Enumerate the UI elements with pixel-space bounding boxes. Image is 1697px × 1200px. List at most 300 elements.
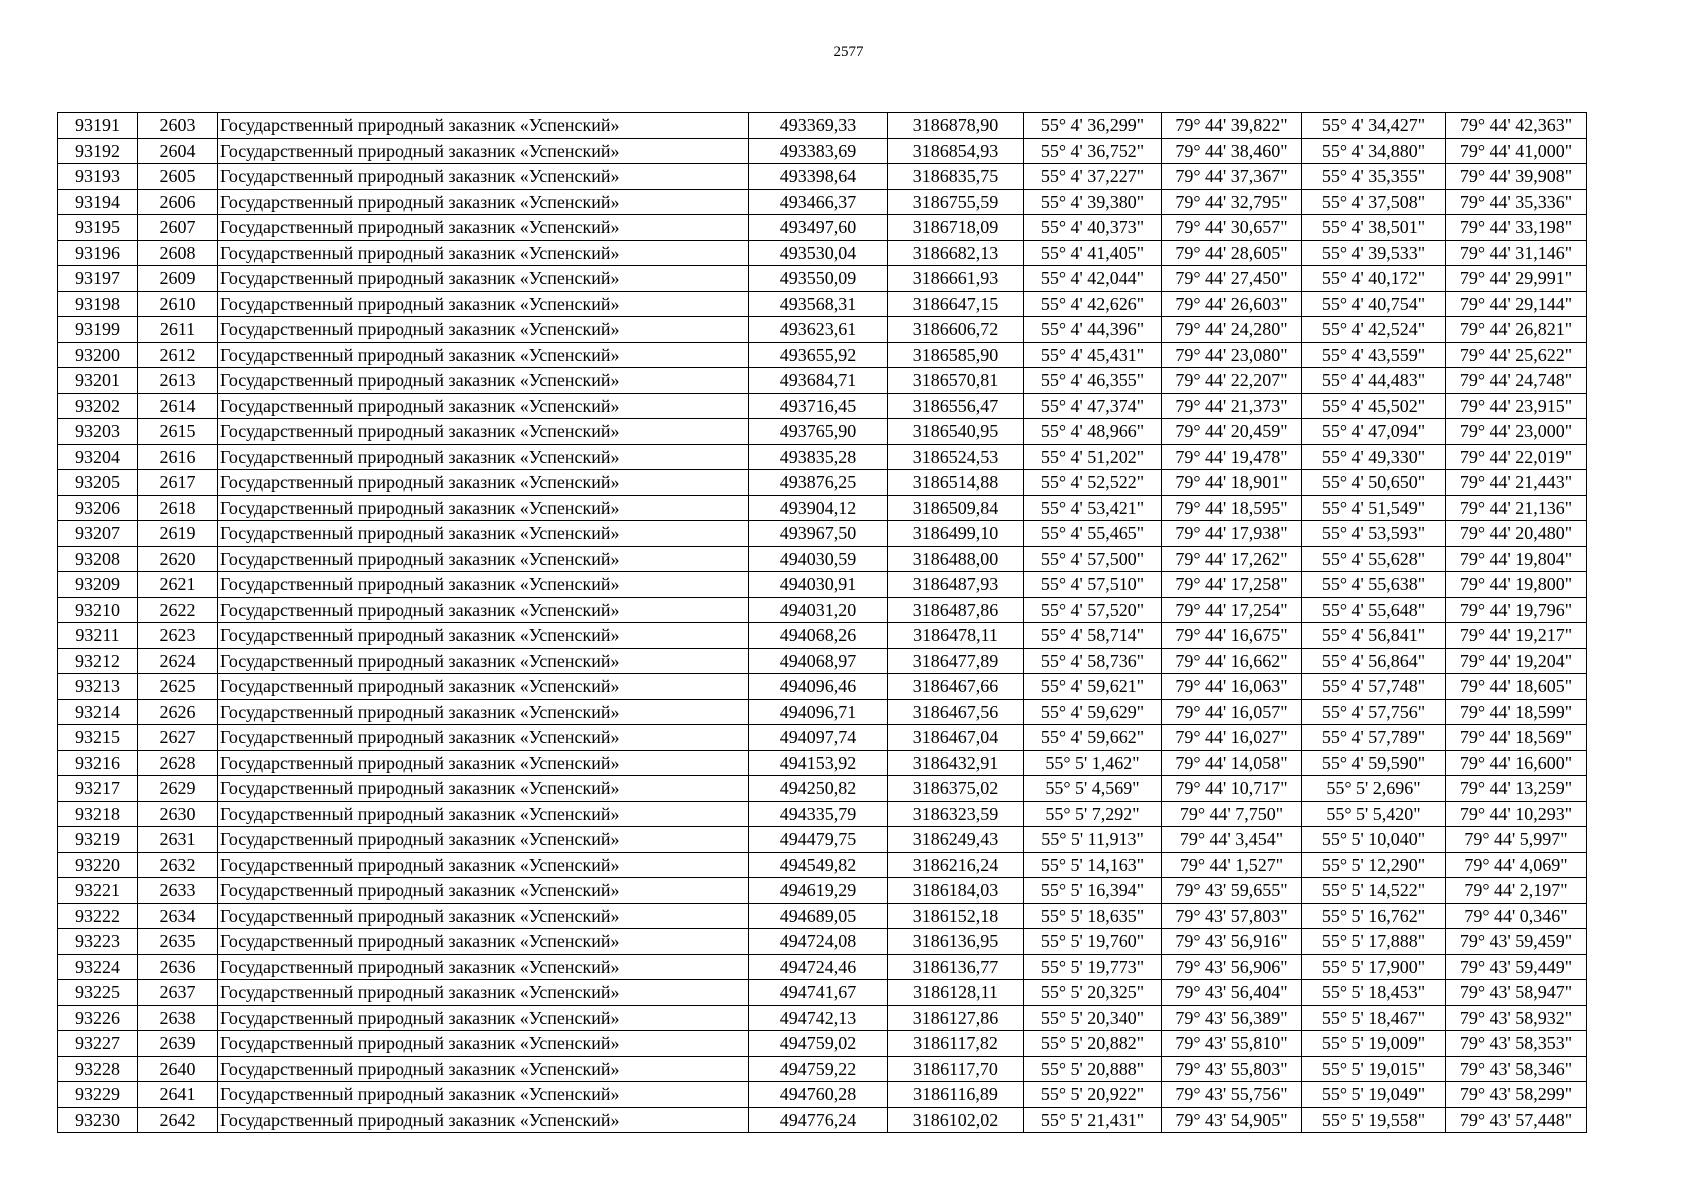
row-id-cell: 93194 [58, 189, 138, 215]
x-coordinate-cell: 493655,92 [749, 342, 888, 368]
y-coordinate-cell: 3186556,47 [888, 393, 1024, 419]
longitude-1-cell: 79° 43' 56,906" [1162, 954, 1302, 980]
latitude-1-cell: 55° 4' 58,714" [1024, 623, 1162, 649]
table-row [58, 878, 1587, 904]
point-number-cell: 2608 [138, 240, 218, 266]
y-coordinate-cell: 3186249,43 [888, 827, 1024, 853]
latitude-1-cell: 55° 4' 59,662" [1024, 725, 1162, 751]
longitude-1-cell: 79° 44' 27,450" [1162, 266, 1302, 292]
latitude-2-cell: 55° 4' 57,756" [1302, 699, 1446, 725]
object-name-cell: Государственный природный заказник «Успенский» [218, 266, 749, 292]
object-name-cell: Государственный природный заказник «Успенский» [218, 444, 749, 470]
y-coordinate-cell: 3186509,84 [888, 495, 1024, 521]
x-coordinate-cell: 494689,05 [749, 903, 888, 929]
latitude-2-cell: 55° 4' 55,628" [1302, 546, 1446, 572]
table-row [58, 801, 1587, 827]
x-coordinate-cell: 494759,22 [749, 1056, 888, 1082]
y-coordinate-cell: 3186467,66 [888, 674, 1024, 700]
y-coordinate-cell: 3186116,89 [888, 1082, 1024, 1108]
longitude-2-cell: 79° 44' 23,000" [1446, 419, 1587, 445]
x-coordinate-cell: 493530,04 [749, 240, 888, 266]
latitude-1-cell: 55° 5' 20,888" [1024, 1056, 1162, 1082]
x-coordinate-cell: 494250,82 [749, 776, 888, 802]
point-number-cell: 2641 [138, 1082, 218, 1108]
longitude-1-cell: 79° 43' 55,756" [1162, 1082, 1302, 1108]
row-id-cell: 93195 [58, 215, 138, 241]
latitude-1-cell: 55° 5' 14,163" [1024, 852, 1162, 878]
point-number-cell: 2631 [138, 827, 218, 853]
longitude-2-cell: 79° 44' 0,346" [1446, 903, 1587, 929]
latitude-2-cell: 55° 5' 12,290" [1302, 852, 1446, 878]
latitude-2-cell: 55° 5' 2,696" [1302, 776, 1446, 802]
row-id-cell: 93211 [58, 623, 138, 649]
longitude-2-cell: 79° 43' 58,932" [1446, 1005, 1587, 1031]
latitude-2-cell: 55° 4' 37,508" [1302, 189, 1446, 215]
latitude-2-cell: 55° 5' 19,049" [1302, 1082, 1446, 1108]
object-name-cell: Государственный природный заказник «Успенский» [218, 240, 749, 266]
longitude-2-cell: 79° 44' 23,915" [1446, 393, 1587, 419]
table-row [58, 291, 1587, 317]
row-id-cell: 93192 [58, 138, 138, 164]
object-name-cell: Государственный природный заказник «Успенский» [218, 215, 749, 241]
latitude-2-cell: 55° 5' 18,467" [1302, 1005, 1446, 1031]
y-coordinate-cell: 3186478,11 [888, 623, 1024, 649]
longitude-2-cell: 79° 44' 18,569" [1446, 725, 1587, 751]
longitude-1-cell: 79° 44' 26,603" [1162, 291, 1302, 317]
longitude-2-cell: 79° 44' 21,443" [1446, 470, 1587, 496]
y-coordinate-cell: 3186514,88 [888, 470, 1024, 496]
latitude-2-cell: 55° 4' 55,638" [1302, 572, 1446, 598]
row-id-cell: 93226 [58, 1005, 138, 1031]
latitude-1-cell: 55° 4' 55,465" [1024, 521, 1162, 547]
longitude-1-cell: 79° 43' 56,404" [1162, 980, 1302, 1006]
table-row [58, 546, 1587, 572]
y-coordinate-cell: 3186499,10 [888, 521, 1024, 547]
object-name-cell: Государственный природный заказник «Успенский» [218, 852, 749, 878]
y-coordinate-cell: 3186323,59 [888, 801, 1024, 827]
object-name-cell: Государственный природный заказник «Успенский» [218, 164, 749, 190]
row-id-cell: 93214 [58, 699, 138, 725]
point-number-cell: 2640 [138, 1056, 218, 1082]
object-name-cell: Государственный природный заказник «Успенский» [218, 393, 749, 419]
latitude-1-cell: 55° 4' 46,355" [1024, 368, 1162, 394]
latitude-2-cell: 55° 4' 56,841" [1302, 623, 1446, 649]
longitude-2-cell: 79° 44' 16,600" [1446, 750, 1587, 776]
x-coordinate-cell: 494724,08 [749, 929, 888, 955]
x-coordinate-cell: 494097,74 [749, 725, 888, 751]
latitude-2-cell: 55° 4' 35,355" [1302, 164, 1446, 190]
latitude-2-cell: 55° 4' 39,533" [1302, 240, 1446, 266]
latitude-1-cell: 55° 4' 40,373" [1024, 215, 1162, 241]
y-coordinate-cell: 3186467,04 [888, 725, 1024, 751]
y-coordinate-cell: 3186755,59 [888, 189, 1024, 215]
point-number-cell: 2629 [138, 776, 218, 802]
y-coordinate-cell: 3186117,82 [888, 1031, 1024, 1057]
object-name-cell: Государственный природный заказник «Успенский» [218, 725, 749, 751]
y-coordinate-cell: 3186467,56 [888, 699, 1024, 725]
latitude-2-cell: 55° 4' 45,502" [1302, 393, 1446, 419]
longitude-2-cell: 79° 44' 41,000" [1446, 138, 1587, 164]
point-number-cell: 2613 [138, 368, 218, 394]
row-id-cell: 93219 [58, 827, 138, 853]
table-row [58, 1056, 1587, 1082]
latitude-1-cell: 55° 4' 45,431" [1024, 342, 1162, 368]
object-name-cell: Государственный природный заказник «Успенский» [218, 801, 749, 827]
row-id-cell: 93217 [58, 776, 138, 802]
row-id-cell: 93216 [58, 750, 138, 776]
y-coordinate-cell: 3186585,90 [888, 342, 1024, 368]
x-coordinate-cell: 493904,12 [749, 495, 888, 521]
row-id-cell: 93197 [58, 266, 138, 292]
y-coordinate-cell: 3186477,89 [888, 648, 1024, 674]
latitude-1-cell: 55° 4' 39,380" [1024, 189, 1162, 215]
row-id-cell: 93198 [58, 291, 138, 317]
table-row [58, 725, 1587, 751]
row-id-cell: 93207 [58, 521, 138, 547]
point-number-cell: 2627 [138, 725, 218, 751]
x-coordinate-cell: 493684,71 [749, 368, 888, 394]
latitude-1-cell: 55° 4' 42,626" [1024, 291, 1162, 317]
x-coordinate-cell: 494619,29 [749, 878, 888, 904]
x-coordinate-cell: 493497,60 [749, 215, 888, 241]
row-id-cell: 93200 [58, 342, 138, 368]
latitude-1-cell: 55° 4' 44,396" [1024, 317, 1162, 343]
point-number-cell: 2626 [138, 699, 218, 725]
latitude-1-cell: 55° 5' 20,922" [1024, 1082, 1162, 1108]
latitude-2-cell: 55° 5' 17,900" [1302, 954, 1446, 980]
object-name-cell: Государственный природный заказник «Успенский» [218, 1056, 749, 1082]
y-coordinate-cell: 3186152,18 [888, 903, 1024, 929]
object-name-cell: Государственный природный заказник «Успенский» [218, 572, 749, 598]
table-row [58, 368, 1587, 394]
table-row [58, 572, 1587, 598]
row-id-cell: 93218 [58, 801, 138, 827]
point-number-cell: 2625 [138, 674, 218, 700]
longitude-1-cell: 79° 44' 22,207" [1162, 368, 1302, 394]
x-coordinate-cell: 494742,13 [749, 1005, 888, 1031]
table-row [58, 954, 1587, 980]
table-row [58, 750, 1587, 776]
table-row [58, 393, 1587, 419]
longitude-2-cell: 79° 44' 2,197" [1446, 878, 1587, 904]
longitude-1-cell: 79° 44' 17,254" [1162, 597, 1302, 623]
longitude-2-cell: 79° 44' 19,796" [1446, 597, 1587, 623]
table-row [58, 852, 1587, 878]
latitude-2-cell: 55° 4' 56,864" [1302, 648, 1446, 674]
longitude-1-cell: 79° 44' 17,938" [1162, 521, 1302, 547]
latitude-1-cell: 55° 5' 18,635" [1024, 903, 1162, 929]
table-row [58, 1005, 1587, 1031]
latitude-2-cell: 55° 4' 53,593" [1302, 521, 1446, 547]
y-coordinate-cell: 3186128,11 [888, 980, 1024, 1006]
y-coordinate-cell: 3186136,77 [888, 954, 1024, 980]
latitude-1-cell: 55° 4' 58,736" [1024, 648, 1162, 674]
row-id-cell: 93221 [58, 878, 138, 904]
longitude-2-cell: 79° 44' 29,144" [1446, 291, 1587, 317]
longitude-1-cell: 79° 44' 18,595" [1162, 495, 1302, 521]
y-coordinate-cell: 3186184,03 [888, 878, 1024, 904]
x-coordinate-cell: 493716,45 [749, 393, 888, 419]
latitude-1-cell: 55° 5' 7,292" [1024, 801, 1162, 827]
row-id-cell: 93201 [58, 368, 138, 394]
y-coordinate-cell: 3186878,90 [888, 113, 1024, 139]
point-number-cell: 2633 [138, 878, 218, 904]
longitude-1-cell: 79° 44' 3,454" [1162, 827, 1302, 853]
longitude-1-cell: 79° 44' 17,262" [1162, 546, 1302, 572]
longitude-2-cell: 79° 44' 26,821" [1446, 317, 1587, 343]
x-coordinate-cell: 493765,90 [749, 419, 888, 445]
latitude-1-cell: 55° 4' 51,202" [1024, 444, 1162, 470]
row-id-cell: 93202 [58, 393, 138, 419]
x-coordinate-cell: 493835,28 [749, 444, 888, 470]
x-coordinate-cell: 494479,75 [749, 827, 888, 853]
y-coordinate-cell: 3186570,81 [888, 368, 1024, 394]
point-number-cell: 2642 [138, 1107, 218, 1133]
x-coordinate-cell: 494741,67 [749, 980, 888, 1006]
table-row [58, 1107, 1587, 1133]
point-number-cell: 2619 [138, 521, 218, 547]
row-id-cell: 93205 [58, 470, 138, 496]
latitude-1-cell: 55° 5' 1,462" [1024, 750, 1162, 776]
longitude-1-cell: 79° 44' 20,459" [1162, 419, 1302, 445]
longitude-2-cell: 79° 43' 58,353" [1446, 1031, 1587, 1057]
y-coordinate-cell: 3186117,70 [888, 1056, 1024, 1082]
x-coordinate-cell: 494030,59 [749, 546, 888, 572]
row-id-cell: 93191 [58, 113, 138, 139]
point-number-cell: 2606 [138, 189, 218, 215]
x-coordinate-cell: 494335,79 [749, 801, 888, 827]
row-id-cell: 93224 [58, 954, 138, 980]
longitude-2-cell: 79° 43' 59,459" [1446, 929, 1587, 955]
longitude-1-cell: 79° 44' 39,822" [1162, 113, 1302, 139]
longitude-2-cell: 79° 44' 4,069" [1446, 852, 1587, 878]
latitude-2-cell: 55° 4' 51,549" [1302, 495, 1446, 521]
row-id-cell: 93199 [58, 317, 138, 343]
latitude-2-cell: 55° 4' 57,748" [1302, 674, 1446, 700]
row-id-cell: 93220 [58, 852, 138, 878]
latitude-2-cell: 55° 4' 55,648" [1302, 597, 1446, 623]
table-row [58, 342, 1587, 368]
row-id-cell: 93193 [58, 164, 138, 190]
y-coordinate-cell: 3186102,02 [888, 1107, 1024, 1133]
row-id-cell: 93227 [58, 1031, 138, 1057]
latitude-1-cell: 55° 4' 57,510" [1024, 572, 1162, 598]
latitude-2-cell: 55° 5' 5,420" [1302, 801, 1446, 827]
x-coordinate-cell: 493550,09 [749, 266, 888, 292]
object-name-cell: Государственный природный заказник «Успенский» [218, 827, 749, 853]
y-coordinate-cell: 3186718,09 [888, 215, 1024, 241]
y-coordinate-cell: 3186524,53 [888, 444, 1024, 470]
x-coordinate-cell: 494096,46 [749, 674, 888, 700]
longitude-1-cell: 79° 44' 14,058" [1162, 750, 1302, 776]
latitude-2-cell: 55° 5' 18,453" [1302, 980, 1446, 1006]
latitude-2-cell: 55° 4' 57,789" [1302, 725, 1446, 751]
latitude-1-cell: 55° 5' 19,773" [1024, 954, 1162, 980]
table-row [58, 929, 1587, 955]
longitude-1-cell: 79° 44' 19,478" [1162, 444, 1302, 470]
object-name-cell: Государственный природный заказник «Успенский» [218, 138, 749, 164]
latitude-1-cell: 55° 4' 37,227" [1024, 164, 1162, 190]
object-name-cell: Государственный природный заказник «Успенский» [218, 1082, 749, 1108]
x-coordinate-cell: 493398,64 [749, 164, 888, 190]
x-coordinate-cell: 494549,82 [749, 852, 888, 878]
y-coordinate-cell: 3186835,75 [888, 164, 1024, 190]
row-id-cell: 93209 [58, 572, 138, 598]
point-number-cell: 2605 [138, 164, 218, 190]
object-name-cell: Государственный природный заказник «Успенский» [218, 342, 749, 368]
table-row [58, 1031, 1587, 1057]
x-coordinate-cell: 494724,46 [749, 954, 888, 980]
latitude-1-cell: 55° 5' 21,431" [1024, 1107, 1162, 1133]
object-name-cell: Государственный природный заказник «Успенский» [218, 929, 749, 955]
latitude-1-cell: 55° 4' 36,299" [1024, 113, 1162, 139]
longitude-1-cell: 79° 44' 38,460" [1162, 138, 1302, 164]
table-row [58, 164, 1587, 190]
longitude-1-cell: 79° 43' 56,916" [1162, 929, 1302, 955]
longitude-2-cell: 79° 44' 29,991" [1446, 266, 1587, 292]
object-name-cell: Государственный природный заказник «Успенский» [218, 189, 749, 215]
table-row [58, 903, 1587, 929]
point-number-cell: 2635 [138, 929, 218, 955]
object-name-cell: Государственный природный заказник «Успенский» [218, 521, 749, 547]
x-coordinate-cell: 494068,26 [749, 623, 888, 649]
longitude-1-cell: 79° 44' 10,717" [1162, 776, 1302, 802]
object-name-cell: Государственный природный заказник «Успенский» [218, 1107, 749, 1133]
row-id-cell: 93222 [58, 903, 138, 929]
x-coordinate-cell: 494759,02 [749, 1031, 888, 1057]
point-number-cell: 2632 [138, 852, 218, 878]
point-number-cell: 2634 [138, 903, 218, 929]
table-row [58, 240, 1587, 266]
longitude-2-cell: 79° 44' 22,019" [1446, 444, 1587, 470]
table-row [58, 444, 1587, 470]
y-coordinate-cell: 3186432,91 [888, 750, 1024, 776]
row-id-cell: 93228 [58, 1056, 138, 1082]
table-row [58, 215, 1587, 241]
object-name-cell: Государственный природный заказник «Успенский» [218, 648, 749, 674]
y-coordinate-cell: 3186488,00 [888, 546, 1024, 572]
point-number-cell: 2637 [138, 980, 218, 1006]
longitude-1-cell: 79° 44' 16,057" [1162, 699, 1302, 725]
longitude-2-cell: 79° 43' 58,299" [1446, 1082, 1587, 1108]
y-coordinate-cell: 3186854,93 [888, 138, 1024, 164]
object-name-cell: Государственный природный заказник «Успенский» [218, 750, 749, 776]
table-row [58, 699, 1587, 725]
longitude-1-cell: 79° 44' 16,063" [1162, 674, 1302, 700]
point-number-cell: 2621 [138, 572, 218, 598]
object-name-cell: Государственный природный заказник «Успенский» [218, 878, 749, 904]
table-row [58, 597, 1587, 623]
x-coordinate-cell: 493383,69 [749, 138, 888, 164]
latitude-2-cell: 55° 5' 14,522" [1302, 878, 1446, 904]
latitude-1-cell: 55° 5' 20,882" [1024, 1031, 1162, 1057]
object-name-cell: Государственный природный заказник «Успенский» [218, 980, 749, 1006]
point-number-cell: 2630 [138, 801, 218, 827]
point-number-cell: 2614 [138, 393, 218, 419]
latitude-2-cell: 55° 5' 10,040" [1302, 827, 1446, 853]
row-id-cell: 93212 [58, 648, 138, 674]
row-id-cell: 93203 [58, 419, 138, 445]
longitude-2-cell: 79° 44' 13,259" [1446, 776, 1587, 802]
longitude-1-cell: 79° 44' 16,675" [1162, 623, 1302, 649]
table-row [58, 1082, 1587, 1108]
longitude-2-cell: 79° 44' 39,908" [1446, 164, 1587, 190]
x-coordinate-cell: 494760,28 [749, 1082, 888, 1108]
y-coordinate-cell: 3186487,93 [888, 572, 1024, 598]
object-name-cell: Государственный природный заказник «Успенский» [218, 1005, 749, 1031]
longitude-1-cell: 79° 44' 23,080" [1162, 342, 1302, 368]
latitude-1-cell: 55° 4' 57,520" [1024, 597, 1162, 623]
object-name-cell: Государственный природный заказник «Успенский» [218, 776, 749, 802]
longitude-1-cell: 79° 43' 57,803" [1162, 903, 1302, 929]
latitude-1-cell: 55° 5' 19,760" [1024, 929, 1162, 955]
y-coordinate-cell: 3186647,15 [888, 291, 1024, 317]
x-coordinate-cell: 493466,37 [749, 189, 888, 215]
object-name-cell: Государственный природный заказник «Успенский» [218, 546, 749, 572]
table-row [58, 648, 1587, 674]
y-coordinate-cell: 3186540,95 [888, 419, 1024, 445]
latitude-2-cell: 55° 4' 44,483" [1302, 368, 1446, 394]
longitude-2-cell: 79° 44' 24,748" [1446, 368, 1587, 394]
table-row [58, 776, 1587, 802]
point-number-cell: 2639 [138, 1031, 218, 1057]
latitude-1-cell: 55° 4' 41,405" [1024, 240, 1162, 266]
latitude-2-cell: 55° 4' 43,559" [1302, 342, 1446, 368]
point-number-cell: 2628 [138, 750, 218, 776]
object-name-cell: Государственный природный заказник «Успенский» [218, 291, 749, 317]
object-name-cell: Государственный природный заказник «Успенский» [218, 597, 749, 623]
longitude-1-cell: 79° 44' 30,657" [1162, 215, 1302, 241]
table-row [58, 189, 1587, 215]
row-id-cell: 93223 [58, 929, 138, 955]
table-row [58, 827, 1587, 853]
y-coordinate-cell: 3186127,86 [888, 1005, 1024, 1031]
longitude-1-cell: 79° 43' 59,655" [1162, 878, 1302, 904]
latitude-1-cell: 55° 4' 59,629" [1024, 699, 1162, 725]
point-number-cell: 2612 [138, 342, 218, 368]
object-name-cell: Государственный природный заказник «Успенский» [218, 674, 749, 700]
point-number-cell: 2603 [138, 113, 218, 139]
y-coordinate-cell: 3186487,86 [888, 597, 1024, 623]
longitude-2-cell: 79° 43' 57,448" [1446, 1107, 1587, 1133]
latitude-1-cell: 55° 4' 42,044" [1024, 266, 1162, 292]
row-id-cell: 93215 [58, 725, 138, 751]
longitude-1-cell: 79° 44' 24,280" [1162, 317, 1302, 343]
object-name-cell: Государственный природный заказник «Успенский» [218, 699, 749, 725]
latitude-1-cell: 55° 4' 48,966" [1024, 419, 1162, 445]
latitude-2-cell: 55° 4' 47,094" [1302, 419, 1446, 445]
x-coordinate-cell: 493623,61 [749, 317, 888, 343]
object-name-cell: Государственный природный заказник «Успенский» [218, 623, 749, 649]
latitude-1-cell: 55° 4' 36,752" [1024, 138, 1162, 164]
longitude-1-cell: 79° 44' 16,027" [1162, 725, 1302, 751]
table-row [58, 495, 1587, 521]
table-row [58, 138, 1587, 164]
table-row [58, 521, 1587, 547]
x-coordinate-cell: 493369,33 [749, 113, 888, 139]
row-id-cell: 93225 [58, 980, 138, 1006]
table-row [58, 317, 1587, 343]
x-coordinate-cell: 493568,31 [749, 291, 888, 317]
longitude-2-cell: 79° 44' 18,605" [1446, 674, 1587, 700]
longitude-1-cell: 79° 44' 37,367" [1162, 164, 1302, 190]
point-number-cell: 2615 [138, 419, 218, 445]
latitude-2-cell: 55° 5' 19,015" [1302, 1056, 1446, 1082]
point-number-cell: 2616 [138, 444, 218, 470]
longitude-2-cell: 79° 44' 42,363" [1446, 113, 1587, 139]
longitude-2-cell: 79° 44' 31,146" [1446, 240, 1587, 266]
y-coordinate-cell: 3186606,72 [888, 317, 1024, 343]
